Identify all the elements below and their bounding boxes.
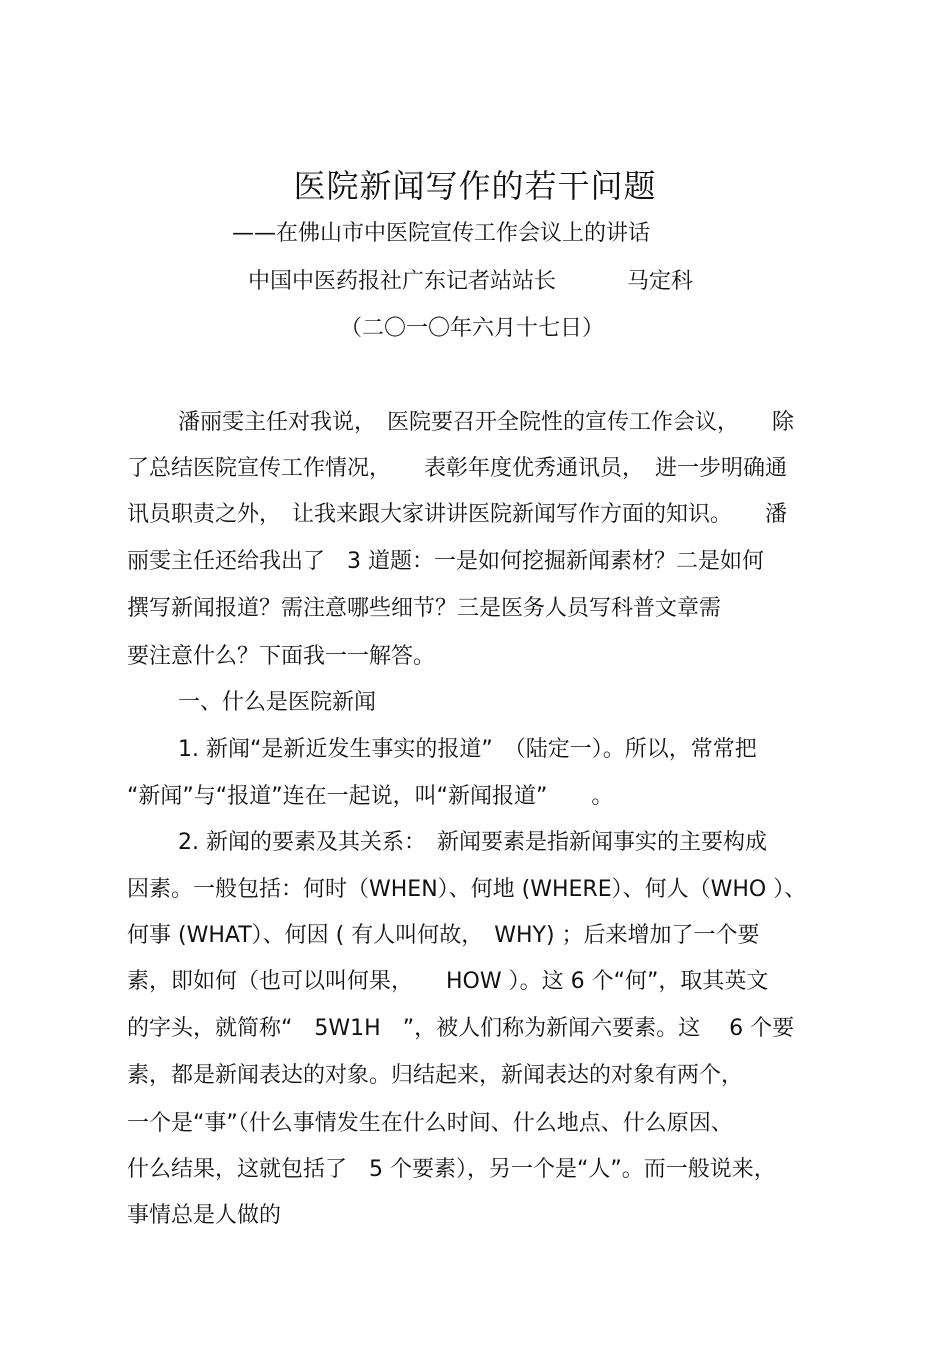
body-line: 丽雯主任还给我出了 3 道题：一是如何挖掘新闻素材？二是如何 xyxy=(127,549,764,574)
document-title: 医院新闻写作的若干问题 xyxy=(293,167,657,205)
body-line: 素，即如何（也可以叫何果， HOW ）。这 6 个“何”，取其英文 xyxy=(127,969,769,994)
body-line: 因素。一般包括：何时（WHEN）、何地 (WHERE）、何人（WHO ）、 xyxy=(127,877,807,902)
document-subtitle: ——在佛山市中医院宣传工作会议上的讲话 xyxy=(232,221,651,246)
section-heading: 一、什么是医院新闻 xyxy=(178,690,377,715)
body-line: 讯员职责之外， 让我来跟大家讲讲医院新闻写作方面的知识。 潘 xyxy=(127,502,788,527)
body-line: 什么结果，这就包括了 5 个要素），另一个是“人”。而一般说来， xyxy=(127,1157,776,1182)
body-line: 素，都是新闻表达的对象。归结起来，新闻表达的对象有两个， xyxy=(127,1063,744,1088)
byline-author: 马定科 xyxy=(627,269,694,294)
byline-organization: 中国中医药报社广东记者站站长 xyxy=(248,269,557,294)
body-line: 事情总是人做的 xyxy=(127,1203,282,1228)
body-line: “新闻”与“报道”连在一起说，叫“新闻报道” 。 xyxy=(127,784,614,809)
body-line: 了总结医院宣传工作情况， 表彰年度优秀通讯员， 进一步明确通 xyxy=(127,456,788,481)
body-line: 潘丽雯主任对我说， 医院要召开全院性的宣传工作会议， 除 xyxy=(178,410,795,435)
body-line: 撰写新闻报道？需注意哪些细节？三是医务人员写科普文章需 xyxy=(127,596,722,621)
body-line: 1. 新闻“是新近发生事实的报道” （陆定一）。所以，常常把 xyxy=(178,737,757,762)
body-line: 2. 新闻的要素及其关系： 新闻要素是指新闻事实的主要构成 xyxy=(178,830,767,855)
document-date: （二〇一〇年六月十七日） xyxy=(340,316,605,341)
body-line: 的字头，就简称“ 5W1H ”，被人们称为新闻六要素。这 6 个要 xyxy=(127,1016,795,1041)
body-line: 何事 (WHAT）、何因 ( 有人叫何故， WHY) ；后来增加了一个要 xyxy=(127,923,760,948)
body-line: 一个是“事”（什么事情发生在什么时间、什么地点、什么原因、 xyxy=(127,1111,733,1136)
body-line: 要注意什么？下面我一一解答。 xyxy=(127,644,436,669)
